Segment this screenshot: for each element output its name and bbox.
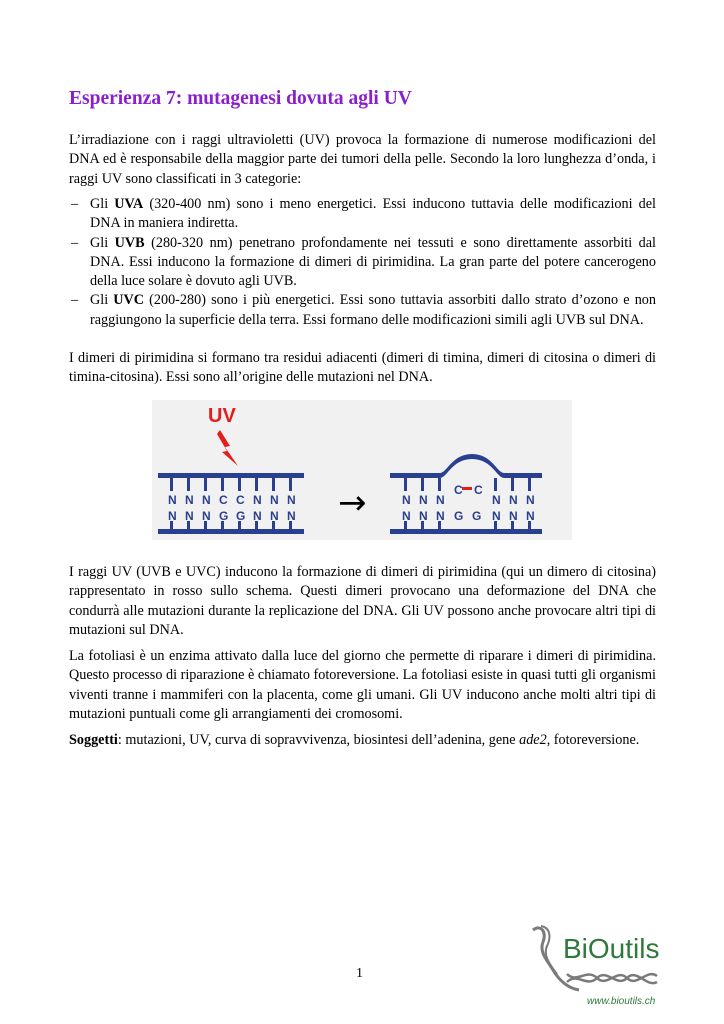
base-label: G — [454, 509, 464, 523]
base-label: G — [472, 509, 482, 523]
base-label: N — [253, 509, 262, 523]
subjects-paragraph — [69, 731, 656, 750]
subjects-colon: : — [117, 732, 122, 748]
base-pair-tick — [221, 478, 224, 491]
gene-name: ade2 — [519, 732, 547, 748]
base-pair-tick — [204, 478, 207, 491]
base-pair-tick — [255, 478, 258, 491]
base-label: N — [526, 509, 535, 523]
base-label: N — [287, 509, 296, 523]
subjects-text: mutazioni, UV, curva di sopravvivenza, biosintesi dell’adenina, gene — [121, 732, 520, 748]
base-label: N — [270, 493, 279, 507]
base-label: N — [492, 493, 501, 507]
base-pair-tick — [272, 478, 275, 491]
base-pair-tick — [170, 478, 173, 491]
base-label: N — [509, 493, 518, 507]
base-label: C — [236, 493, 245, 507]
transition-arrow: → — [338, 483, 367, 523]
base-label: N — [509, 509, 518, 523]
base-label: N — [287, 493, 296, 507]
base-pair-tick — [421, 478, 424, 491]
base-label: N — [185, 509, 194, 523]
dna-backbone-bottom — [158, 529, 304, 534]
base-label: N — [419, 493, 428, 507]
list-item-uva — [69, 195, 656, 234]
base-pair-tick — [528, 478, 531, 491]
base-pair-tick — [511, 478, 514, 491]
base-pair-tick — [494, 478, 497, 491]
base-label: N — [436, 509, 445, 523]
photolyase-paragraph: La fotoliasi è un enzima attivato dalla luce del giorno che permette di riparare i dimeri di pirimidina. Questo processo di riparazione è chiamato fotoreversione. La fotoliasi esiste in quasi tutti gli organismi viventi tranne i mammiferi con la placenta, come gli umani. Gli UV inducono anche molti altri tipi di mutazioni puntuali come gli arrangiamenti dei cromosomi. — [69, 648, 656, 722]
base-label: G — [219, 509, 229, 523]
list-item-text: (200-280) sono i più energetici. Essi sono tuttavia assorbiti dallo strato d’ozono e non raggiungono la superficie della terra. Essi formano delle modificazioni simili agli UVB sul DNA. — [90, 292, 656, 328]
dna-backbone-bottom — [390, 529, 542, 534]
dash-bullet: – — [71, 234, 79, 251]
base-label: N — [402, 509, 411, 523]
base-label: G — [236, 509, 246, 523]
dimer-bond — [462, 487, 472, 490]
base-label: N — [202, 493, 211, 507]
dimer-base-label: C — [474, 483, 483, 497]
logo-wordmark: BiOutils — [563, 933, 660, 964]
base-label: C — [219, 493, 228, 507]
list-item-uvc — [69, 291, 656, 330]
uv-categories-list — [69, 195, 656, 330]
dash-bullet: – — [71, 196, 79, 212]
logo-url: www.bioutils.ch — [587, 996, 656, 1007]
base-pair-tick — [438, 478, 441, 491]
base-pair-tick — [404, 478, 407, 491]
dimer-base-label: C — [454, 483, 463, 497]
base-pair-tick — [238, 478, 241, 491]
subjects-text: , fotoreversione. — [546, 732, 640, 748]
subjects-label: Soggetti — [69, 732, 118, 748]
base-pair-tick — [187, 478, 190, 491]
base-label: N — [168, 493, 177, 507]
base-label: N — [419, 509, 428, 523]
base-label: N — [402, 493, 411, 507]
list-item-uvb — [69, 234, 656, 292]
list-item-term: UVA — [114, 196, 144, 212]
dimer-paragraph: I dimeri di pirimidina si formano tra residui adiacenti (dimeri di timina, dimeri di citosina o dimeri di timina-citosina). Essi sono all’origine delle mutazioni nel DNA. — [69, 350, 656, 386]
base-label: N — [185, 493, 194, 507]
page-title: Esperienza 7: mutagenesi dovuta agli UV — [69, 88, 412, 109]
intro-paragraph: L’irradiazione con i raggi ultravioletti (UV) provoca la formazione di numerose modificazioni del DNA ed è responsabile della maggior parte dei tumori della pelle. Secondo la loro lunghezza d’onda, i raggi UV sono classificati in 3 categorie: — [69, 132, 656, 187]
dash-bullet: – — [71, 292, 79, 309]
base-label: N — [202, 509, 211, 523]
list-item-text: Gli — [90, 292, 114, 309]
base-label: N — [492, 509, 501, 523]
page-number: 1 — [356, 966, 363, 981]
bioutils-logo — [527, 924, 662, 1010]
list-item-text: (320-400 nm) sono i meno energetici. Essi inducono tuttavia delle modificazioni del DNA in maniera indiretta. — [90, 196, 656, 232]
base-label: N — [253, 493, 262, 507]
list-item-text: (280-320 nm) penetrano profondamente nei tessuti e sono direttamente assorbiti dal DNA. Essi inducono la formazione di dimeri di pirimidina. La gran parte del potere cancerogeno della luce solare è dovuto agli UVB. — [90, 234, 656, 290]
list-item-term: UVB — [114, 234, 145, 251]
base-label: N — [436, 493, 445, 507]
list-item-term: UVC — [113, 292, 145, 309]
uv-effect-paragraph: I raggi UV (UVB e UVC) inducono la formazione di dimeri di pirimidina (qui un dimero di citosina) rappresentato in rosso sullo schema. Questi dimeri provocano una deformazione del DNA che condurrà alle mutazioni durante la replicazione del DNA. Gli UV possono anche provocare altri tipi di mutazioni sul DNA. — [69, 564, 656, 638]
list-item-text: Gli — [90, 234, 115, 251]
base-label: N — [526, 493, 535, 507]
base-label: N — [168, 509, 177, 523]
uv-label: UV — [208, 405, 236, 427]
uv-dimer-figure — [152, 400, 572, 540]
dna-backbone-top — [158, 473, 304, 478]
base-pair-tick — [289, 478, 292, 491]
base-label: N — [270, 509, 279, 523]
list-item-text: Gli — [90, 196, 115, 212]
